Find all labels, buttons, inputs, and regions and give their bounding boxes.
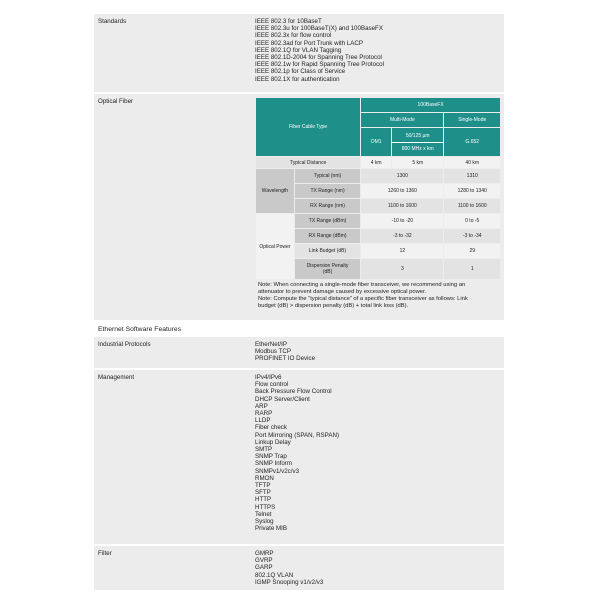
rx-range-nm-label: RX Range (nm)	[295, 199, 360, 213]
dispersion-singlemode: 1	[444, 259, 500, 279]
dispersion-penalty-label	[295, 259, 360, 279]
multi-mode-header: Multi-Mode	[361, 113, 443, 127]
tx-range-dbm-label: TX Range (dBm)	[295, 214, 360, 228]
standard-item: IEEE 802.3u for 100BaseT(X) and 100BaseFX	[255, 25, 383, 33]
management-item: HTTP	[255, 496, 272, 504]
standard-item: IEEE 802.3ad for Port Trunk with LACP	[255, 39, 363, 47]
typical-nm-singlemode: 1310	[444, 169, 500, 183]
management-item: Flow control	[255, 381, 289, 389]
note-line: budget (dB) > dispersion penalty (dB) + total link loss (dB).	[258, 303, 409, 309]
standards-label: Standards	[98, 18, 127, 25]
note-line: attenuator to prevent damage caused by excessive optical power.	[258, 289, 427, 295]
management-item: LLDP	[255, 417, 271, 425]
management-item: HTTPS	[255, 503, 276, 511]
rx-range-dbm-multimode: -3 to -32	[361, 229, 443, 243]
management-item: Port Mirroring (SPAN, RSPAN)	[255, 431, 340, 439]
filter-item: IGMP Snooping v1/v2/v3	[255, 578, 324, 586]
filter-row	[94, 546, 504, 590]
standards-list	[255, 18, 384, 83]
tx-range-nm-label: TX Range (nm)	[295, 184, 360, 198]
industrial-protocol-item: PROFINET IO Device	[255, 355, 316, 363]
section-heading: Ethernet Software Features	[98, 326, 182, 333]
filter-item: GMRP	[255, 550, 274, 557]
management-list	[255, 374, 339, 532]
filter-item: GARP	[255, 564, 273, 572]
management-item: Back Pressure Flow Control	[255, 388, 332, 396]
standard-item: IEEE 802.1X for authentication	[255, 75, 340, 83]
link-budget-multimode: 12	[361, 244, 443, 258]
single-mode-header: Single-Mode	[444, 113, 500, 127]
optical-fiber-label: Optical Fiber	[98, 98, 134, 105]
management-row	[94, 370, 504, 544]
g652-header: G.652	[444, 128, 500, 156]
industrial-protocols-row	[94, 337, 504, 368]
management-item: RMON	[255, 474, 274, 482]
management-item: IPv4/IPv6	[255, 374, 282, 381]
standard-item: IEEE 802.1p for Class of Service	[255, 68, 346, 76]
rx-range-nm-singlemode: 1100 to 1600	[444, 199, 500, 213]
standard-item: IEEE 802.1Q for VLAN Tagging	[255, 46, 342, 54]
core-bandwidth-header	[392, 128, 444, 156]
typical-distance-label: Typical Distance	[256, 157, 360, 168]
optical-fiber-table	[255, 97, 501, 280]
management-item: TFTP	[255, 482, 271, 490]
management-item: RARP	[255, 410, 273, 418]
optical-notes	[258, 282, 498, 310]
filter-item: 802.1Q VLAN	[255, 571, 294, 579]
management-item: DHCP Server/Client	[255, 395, 310, 403]
typical-nm-multimode: 1300	[361, 169, 443, 183]
filter-list	[255, 550, 323, 586]
management-item: SFTP	[255, 489, 271, 497]
distance-multimode: 5 km	[392, 157, 444, 168]
link-budget-label: Link Budget (dB)	[295, 244, 360, 258]
management-item: SMTP	[255, 446, 273, 454]
distance-om1: 4 km	[361, 157, 391, 168]
note-line: Note: When connecting a single-mode fiber transceiver, we recommend using an	[258, 282, 466, 288]
management-item: SNMPv1/v2c/v3	[255, 467, 300, 475]
management-item: SNMP Trap	[255, 453, 287, 461]
100basefx-header: 100BaseFX	[361, 98, 500, 112]
management-label: Management	[98, 374, 135, 381]
optical-power-label: Optical Power	[256, 214, 294, 279]
rx-range-dbm-label: RX Range (dBm)	[295, 229, 360, 243]
tx-range-dbm-singlemode: 0 to -5	[444, 214, 500, 228]
tx-range-nm-singlemode: 1280 to 1340	[444, 184, 500, 198]
om1-header: OM1	[361, 128, 391, 156]
standard-item: IEEE 802.1w for Rapid Spanning Tree Protocol	[255, 61, 384, 69]
industrial-protocols-list	[255, 341, 315, 363]
note-line: Note: Compute the “typical distance” of a specific fiber transceiver as follows: Link	[258, 296, 468, 302]
typical-nm-label: Typical (nm)	[295, 169, 360, 183]
bandwidth: 800 MHz x km	[401, 145, 434, 152]
tx-range-nm-multimode: 1260 to 1360	[361, 184, 443, 198]
industrial-protocol-item: Modbus TCP	[255, 348, 291, 356]
standard-item: IEEE 802.3x for flow control	[255, 32, 332, 40]
management-item: ARP	[255, 402, 268, 410]
wavelength-label: Wavelength	[256, 169, 294, 213]
management-item: Fiber check	[255, 424, 287, 432]
rx-range-nm-multimode: 1100 to 1600	[361, 199, 443, 213]
management-item: Private MIB	[255, 525, 287, 533]
standard-item: IEEE 802.3 for 10BaseT	[255, 18, 322, 25]
management-item: Linkup Delay	[255, 438, 291, 446]
management-item: SNMP Inform	[255, 460, 293, 468]
fiber-cable-type-header: Fiber Cable Type	[256, 98, 360, 156]
industrial-protocols-label: Industrial Protocols	[98, 341, 151, 348]
link-budget-singlemode: 29	[444, 244, 500, 258]
tx-range-dbm-multimode: -10 to -20	[361, 214, 443, 228]
filter-label: Filter	[98, 550, 112, 557]
management-item: Syslog	[255, 518, 274, 526]
filter-item: GVRP	[255, 557, 273, 565]
dispersion-penalty-line2: (dB)	[322, 269, 333, 275]
dispersion-penalty-line1: Dispersion Penalty	[306, 263, 349, 269]
core-size: 50/125 µm	[392, 133, 444, 143]
management-item: Telnet	[255, 510, 272, 518]
industrial-protocol-item: EtherNet/IP	[255, 341, 287, 348]
standards-row	[94, 14, 504, 92]
standard-item: IEEE 802.1D-2004 for Spanning Tree Protocol	[255, 54, 382, 62]
dispersion-multimode: 3	[361, 259, 443, 279]
rx-range-dbm-singlemode: -3 to -34	[444, 229, 500, 243]
distance-singlemode: 40 km	[444, 157, 500, 168]
